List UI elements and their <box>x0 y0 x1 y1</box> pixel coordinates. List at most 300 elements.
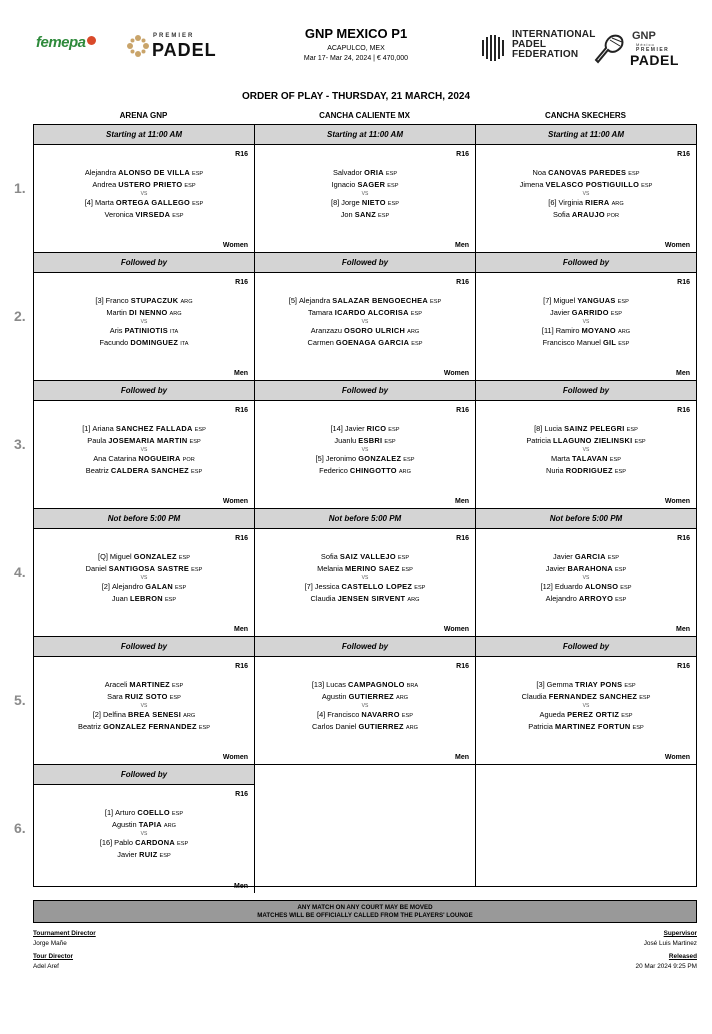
femepa-logo <box>36 34 108 60</box>
player-last-name: GONZALEZ <box>133 552 177 561</box>
player-last-name: GIL <box>602 338 617 347</box>
player-first-name: Jon <box>340 210 353 219</box>
court-header-2: CANCHA CALIENTE MX <box>319 111 410 120</box>
match-cell <box>34 145 255 253</box>
team2-player <box>476 581 696 593</box>
team1-player <box>476 295 696 307</box>
player-seed: [13] <box>311 680 325 689</box>
player-first-name: Agustin <box>112 820 137 829</box>
tour-director-block <box>33 953 73 970</box>
player-last-name: ORTEGA GALLEGO <box>115 198 191 207</box>
player-last-name: GONZALEZ FERNANDEZ <box>103 722 197 731</box>
team1-player <box>255 167 475 179</box>
team2-player <box>255 209 475 221</box>
round-label: R16 <box>677 535 690 542</box>
player-last-name: GONZALEZ <box>358 454 402 463</box>
player-last-name: TALAVAN <box>572 454 608 463</box>
player-first-name: Francisco <box>327 710 360 719</box>
vs-label: VS <box>582 191 590 197</box>
round-label: R16 <box>235 663 248 670</box>
player-first-name: Jessica <box>314 582 340 591</box>
team2-player <box>34 849 254 861</box>
player-first-name: Alejandro <box>111 582 144 591</box>
premier-big-text: PADEL <box>152 40 217 60</box>
player-nationality: ESP <box>169 695 181 701</box>
player-seed: [7] <box>543 296 552 305</box>
player-nationality: ESP <box>192 201 204 207</box>
player-nationality: ESP <box>384 439 396 445</box>
match-cell <box>255 401 476 509</box>
team1-player <box>34 679 254 691</box>
player-last-name: GOENAGA GARCIA <box>335 338 410 347</box>
premier-star-icon <box>126 34 150 58</box>
vs-label: VS <box>361 191 369 197</box>
player-first-name: Jimena <box>519 180 544 189</box>
player-seed: [1] <box>104 808 114 817</box>
player-first-name: Jorge <box>341 198 360 207</box>
round-label: R16 <box>677 151 690 158</box>
player-last-name: STUPACZUK <box>130 296 179 305</box>
match-players <box>255 295 475 349</box>
player-nationality: ESP <box>609 457 621 463</box>
player-nationality: ESP <box>184 183 196 189</box>
vs-label: VS <box>582 319 590 325</box>
team2-player <box>34 721 254 733</box>
match-cell <box>476 273 696 381</box>
order-of-play-title: ORDER OF PLAY - THURSDAY, 21 MARCH, 2024 <box>241 91 471 102</box>
player-seed: [6] <box>548 198 557 207</box>
round-label: R16 <box>456 151 469 158</box>
round-label: R16 <box>235 407 248 414</box>
player-first-name: Daniel <box>85 564 107 573</box>
team1-player <box>34 551 254 563</box>
player-last-name: RICO <box>366 424 387 433</box>
player-first-name: Carlos Daniel <box>312 722 357 731</box>
gender-label: Women <box>222 754 248 761</box>
team2-player <box>476 325 696 337</box>
player-first-name: Alejandro <box>545 594 577 603</box>
player-last-name: GUTIERREZ <box>358 722 404 731</box>
ball-icon <box>87 36 96 45</box>
team2-player <box>476 453 696 465</box>
player-nationality: ESP <box>607 555 619 561</box>
player-first-name: Marta <box>551 454 570 463</box>
player-last-name: ARAUJO <box>571 210 605 219</box>
row-number: 2. <box>14 308 26 324</box>
player-nationality: ESP <box>621 713 633 719</box>
gender-label: Men <box>234 626 248 633</box>
released-block <box>636 953 697 970</box>
team2-player <box>34 593 254 605</box>
player-first-name: Patricia <box>528 722 553 731</box>
match-cell <box>34 273 255 381</box>
player-first-name: Araceli <box>104 680 128 689</box>
team2-player <box>255 337 475 349</box>
player-first-name: Claudia <box>310 594 336 603</box>
player-first-name: Eduardo <box>554 582 583 591</box>
player-nationality: ESP <box>178 555 190 561</box>
match-players <box>255 167 475 221</box>
round-label: R16 <box>235 151 248 158</box>
player-first-name: Javier <box>545 564 566 573</box>
player-last-name: GUTIERREZ <box>348 692 394 701</box>
row-number: 3. <box>14 436 26 452</box>
tournament-director-block <box>33 930 96 947</box>
player-nationality: ESP <box>610 311 622 317</box>
player-first-name: Ariana <box>92 424 114 433</box>
player-seed: [4] <box>84 198 93 207</box>
notice-line-1: ANY MATCH ON ANY COURT MAY BE MOVED <box>297 904 433 911</box>
match-cell <box>476 529 696 637</box>
match-cell <box>34 401 255 509</box>
ipf-line-2: PADEL <box>512 39 547 50</box>
round-label: R16 <box>677 407 690 414</box>
player-first-name: Miguel <box>553 296 576 305</box>
tournament-director-label: Tournament Director <box>33 930 96 937</box>
team1-player <box>476 691 696 703</box>
team2-player <box>476 337 696 349</box>
gnp-premier-padel-logo <box>592 28 688 68</box>
match-players <box>34 423 254 477</box>
player-last-name: JOSEMARIA MARTIN <box>108 436 188 445</box>
player-last-name: YANGUAS <box>577 296 616 305</box>
team1-player <box>34 563 254 575</box>
player-last-name: MARTINEZ <box>129 680 171 689</box>
player-nationality: ESP <box>387 183 399 189</box>
player-seed: [8] <box>534 424 543 433</box>
team2-player <box>476 709 696 721</box>
gender-label: Women <box>222 498 248 505</box>
player-last-name: CASTELLO LOPEZ <box>341 582 413 591</box>
team2-player <box>34 465 254 477</box>
vs-label: VS <box>582 575 590 581</box>
player-first-name: Nuria <box>546 466 564 475</box>
player-first-name: Veronica <box>104 210 134 219</box>
player-first-name: Ana Catarina <box>93 454 137 463</box>
round-label: R16 <box>677 279 690 286</box>
player-first-name: Aris <box>109 326 123 335</box>
player-last-name: SANZ <box>354 210 377 219</box>
round-label: R16 <box>235 535 248 542</box>
player-last-name: PEREZ ORTIZ <box>567 710 620 719</box>
player-first-name: Juanlu <box>334 436 357 445</box>
player-last-name: ICARDO ALCORISA <box>334 308 409 317</box>
player-last-name: FERNANDEZ SANCHEZ <box>548 692 638 701</box>
court-header-1: ARENA GNP <box>119 111 168 120</box>
time-band: Starting at 11:00 AM <box>476 125 696 145</box>
player-seed: [7] <box>304 582 313 591</box>
match-players <box>34 551 254 605</box>
vs-label: VS <box>140 319 148 325</box>
player-last-name: ESBRI <box>358 436 383 445</box>
player-nationality: ESP <box>624 683 636 689</box>
player-nationality: ESP <box>175 585 187 591</box>
player-last-name: ARROYO <box>578 594 614 603</box>
team2-player <box>34 209 254 221</box>
vs-label: VS <box>361 319 369 325</box>
ipf-line-3: FEDERATION <box>512 49 579 60</box>
vs-label: VS <box>140 447 148 453</box>
player-first-name: Javier <box>344 424 365 433</box>
player-nationality: POR <box>182 457 195 463</box>
premier-small-text: PREMIER <box>153 33 195 39</box>
time-band: Followed by <box>34 765 255 785</box>
team2-player <box>255 465 475 477</box>
player-nationality: ESP <box>403 457 415 463</box>
team1-player <box>34 423 254 435</box>
schedule-grid <box>33 124 697 890</box>
empty-cell <box>255 765 476 887</box>
match-players <box>476 679 696 733</box>
player-last-name: CALDERA SANCHEZ <box>110 466 189 475</box>
player-seed: [4] <box>317 710 326 719</box>
player-nationality: ESP <box>171 811 184 817</box>
player-nationality: ARG <box>396 695 409 701</box>
team1-player <box>255 307 475 319</box>
player-nationality: ESP <box>618 341 630 347</box>
match-players <box>255 679 475 733</box>
player-first-name: Juan <box>111 594 128 603</box>
player-last-name: LLAGUNO ZIELINSKI <box>553 436 633 445</box>
team2-player <box>34 325 254 337</box>
vs-label: VS <box>140 575 148 581</box>
player-last-name: LEBRON <box>129 594 163 603</box>
premier-padel-logo <box>126 32 232 62</box>
player-first-name: Arturo <box>115 808 136 817</box>
player-last-name: RIERA <box>585 198 610 207</box>
time-band: Not before 5:00 PM <box>476 509 696 529</box>
player-first-name: Salvador <box>332 168 363 177</box>
player-last-name: SAIZ VALLEJO <box>339 552 396 561</box>
gender-label: Men <box>455 242 469 249</box>
match-cell <box>255 657 476 765</box>
player-last-name: NOGUEIRA <box>138 454 181 463</box>
player-seed: [2] <box>101 582 110 591</box>
player-nationality: ESP <box>634 439 646 445</box>
team1-player <box>255 691 475 703</box>
player-seed: [2] <box>92 710 101 719</box>
player-first-name: Pablo <box>114 838 134 847</box>
player-nationality: ESP <box>632 725 644 731</box>
player-last-name: BARAHONA <box>567 564 614 573</box>
player-first-name: Miguel <box>109 552 132 561</box>
player-nationality: ESP <box>614 469 626 475</box>
vs-label: VS <box>140 191 148 197</box>
match-players <box>255 423 475 477</box>
team2-player <box>255 593 475 605</box>
player-first-name: Sara <box>107 692 123 701</box>
vs-label: VS <box>140 703 148 709</box>
match-cell <box>255 273 476 381</box>
tournament-dates-prize: Mar 17- Mar 24, 2024 | € 470,000 <box>303 55 409 62</box>
match-players <box>476 423 696 477</box>
supervisor-name: José Luis Martinez <box>643 940 697 947</box>
court-header-3: CANCHA SKECHERS <box>544 111 627 120</box>
player-first-name: Sofia <box>552 210 570 219</box>
gender-label: Women <box>222 242 248 249</box>
team2-player <box>34 453 254 465</box>
player-nationality: ESP <box>176 841 189 847</box>
match-cell <box>476 401 696 509</box>
player-last-name: CAMPAGNOLO <box>347 680 405 689</box>
team2-player <box>476 465 696 477</box>
ipf-logo <box>480 28 596 68</box>
time-band: Starting at 11:00 AM <box>255 125 476 145</box>
team2-player <box>255 325 475 337</box>
time-band: Not before 5:00 PM <box>34 509 255 529</box>
team2-player <box>34 581 254 593</box>
player-seed: [1] <box>82 424 91 433</box>
match-cell <box>476 145 696 253</box>
gnp-padel-text: PADEL <box>630 52 679 68</box>
player-last-name: MOYANO <box>581 326 616 335</box>
player-first-name: Tamara <box>308 308 333 317</box>
player-first-name: Patricia <box>526 436 551 445</box>
player-last-name: NIETO <box>361 198 386 207</box>
gender-label: Men <box>676 370 690 377</box>
team1-player <box>476 679 696 691</box>
player-last-name: ORIA <box>364 168 384 177</box>
match-players <box>34 295 254 349</box>
released-value: 20 Mar 2024 9:25 PM <box>635 963 697 970</box>
player-last-name: VELASCO POSTIGUILLO <box>545 180 640 189</box>
vs-label: VS <box>361 575 369 581</box>
player-nationality: ARG <box>405 725 418 731</box>
match-players <box>34 167 254 221</box>
time-band: Starting at 11:00 AM <box>34 125 255 145</box>
player-first-name: Sofia <box>320 552 338 561</box>
team1-player <box>476 179 696 191</box>
round-label: R16 <box>677 663 690 670</box>
player-nationality: ESP <box>191 171 204 177</box>
player-seed: [14] <box>330 424 343 433</box>
time-band: Followed by <box>476 637 696 657</box>
notice-box <box>33 900 697 923</box>
player-nationality: ITA <box>169 329 179 335</box>
player-nationality: ESP <box>410 311 422 317</box>
player-last-name: CHINGOTTO <box>349 466 397 475</box>
gender-label: Women <box>664 498 690 505</box>
player-last-name: DI NENNO <box>128 308 168 317</box>
round-label: R16 <box>456 663 469 670</box>
player-first-name: Jeronimo <box>325 454 357 463</box>
player-last-name: SANTIGOSA SASTRE <box>108 564 190 573</box>
player-seed: [5] <box>288 296 297 305</box>
team1-player <box>476 167 696 179</box>
player-nationality: ESP <box>401 713 413 719</box>
player-first-name: Federico <box>319 466 348 475</box>
match-players <box>34 807 254 861</box>
team1-player <box>34 807 254 819</box>
player-first-name: Noa <box>532 168 547 177</box>
player-nationality: ESP <box>194 427 206 433</box>
time-band: Followed by <box>476 381 696 401</box>
player-first-name: Carmen <box>307 338 334 347</box>
row-number: 6. <box>14 820 26 836</box>
player-first-name: Ramiro <box>555 326 580 335</box>
match-cell <box>34 529 255 637</box>
player-first-name: Javier <box>550 308 570 317</box>
team1-player <box>34 691 254 703</box>
player-last-name: SAGER <box>357 180 386 189</box>
match-cell <box>34 657 255 765</box>
player-nationality: ESP <box>411 341 423 347</box>
player-last-name: GARRIDO <box>571 308 609 317</box>
round-label: R16 <box>456 535 469 542</box>
match-players <box>255 551 475 605</box>
tour-director-name: Adel Aref <box>33 963 59 970</box>
team2-player <box>34 837 254 849</box>
player-first-name: Francisco Manuel <box>542 338 601 347</box>
team1-player <box>34 435 254 447</box>
player-nationality: ARG <box>169 311 182 317</box>
player-last-name: GARCIA <box>574 552 606 561</box>
vs-label: VS <box>140 831 148 837</box>
player-first-name: Ignacio <box>331 180 356 189</box>
player-nationality: ESP <box>615 597 627 603</box>
player-nationality: ESP <box>189 439 201 445</box>
player-nationality: ESP <box>414 585 426 591</box>
player-last-name: MARTINEZ FORTUN <box>554 722 631 731</box>
team2-player <box>34 337 254 349</box>
gender-label: Men <box>234 370 248 377</box>
player-last-name: RUIZ SOTO <box>124 692 168 701</box>
round-label: R16 <box>456 407 469 414</box>
match-players <box>476 551 696 605</box>
match-cell <box>34 785 255 893</box>
player-last-name: USTERO PRIETO <box>118 180 183 189</box>
time-band: Followed by <box>34 253 255 273</box>
player-first-name: Beatriz <box>85 466 109 475</box>
player-last-name: CANOVAS PAREDES <box>548 168 627 177</box>
vs-label: VS <box>361 447 369 453</box>
player-nationality: ESP <box>172 683 184 689</box>
player-first-name: Aranzazu <box>310 326 342 335</box>
player-last-name: TAPIA <box>138 820 162 829</box>
gender-label: Men <box>234 883 248 890</box>
team2-player <box>255 721 475 733</box>
team1-player <box>255 563 475 575</box>
player-first-name: Javier <box>117 850 137 859</box>
ipf-line-1: INTERNATIONAL <box>512 29 596 40</box>
supervisor-label: Supervisor <box>663 930 697 937</box>
notice-line-2: MATCHES WILL BE OFFICIALLY CALLED FROM THE PLAYERS' LOUNGE <box>257 912 473 919</box>
player-nationality: ESP <box>397 555 410 561</box>
team1-player <box>255 423 475 435</box>
vs-label: VS <box>582 447 590 453</box>
player-last-name: SAINZ PELEGRI <box>564 424 625 433</box>
round-label: R16 <box>235 279 248 286</box>
player-first-name: Agustin <box>321 692 347 701</box>
vs-label: VS <box>582 703 590 709</box>
match-players <box>476 295 696 349</box>
player-last-name: JENSEN SIRVENT <box>337 594 406 603</box>
player-nationality: BRA <box>406 683 419 689</box>
team1-player <box>255 435 475 447</box>
team1-player <box>34 295 254 307</box>
title-block <box>256 26 456 62</box>
team2-player <box>255 453 475 465</box>
player-last-name: NAVARRO <box>361 710 400 719</box>
team1-player <box>255 679 475 691</box>
gnp-premier-text: PREMIER <box>636 47 670 53</box>
round-label: R16 <box>235 791 248 798</box>
player-nationality: ARG <box>407 329 420 335</box>
row-number: 4. <box>14 564 26 580</box>
player-last-name: SANCHEZ FALLADA <box>115 424 193 433</box>
released-label: Released <box>668 953 697 960</box>
player-nationality: ARG <box>611 201 624 207</box>
